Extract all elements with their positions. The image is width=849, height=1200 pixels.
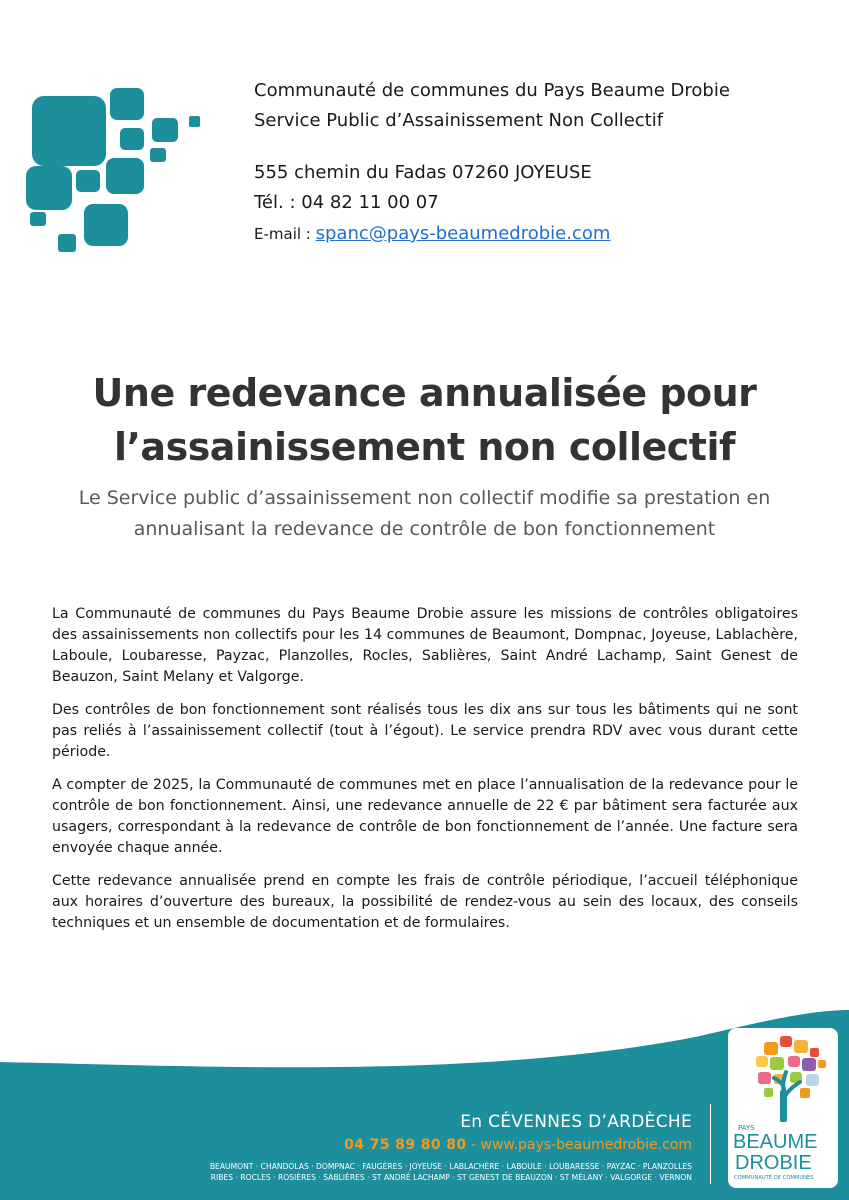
communes-line-2: RIBES · ROCLES · ROSIÈRES · SABLIÈRES · ST ANDRÉ LACHAMP · ST GENEST DE BEAUZON · ST MÉLANY · VALGORGE · VERNON (210, 1173, 692, 1182)
squares-logo-icon (22, 84, 212, 259)
paragraph-2: Des contrôles de bon fonctionnement sont réalisés tous les dix ans sur tous les bâtiments qui ne sont pas reliés à l’assainissement collectif (tout à l’égout). Le service prendra RDV avec vous durant cette période. (52, 702, 798, 760)
phone: Tél. : 04 82 11 00 07 (254, 192, 439, 213)
footer-website-link[interactable]: www.pays-beaumedrobie.com (480, 1137, 692, 1153)
paragraph-3: A compter de 2025, la Communauté de communes met en place l’annualisation de la redevance pour le contrôle de bon fonctionnement. Ainsi, une redevance annuelle de 22 € par bâtiment sera facturée aux usagers, correspondant à la redevance de contrôle de bon fonctionnement de l’année. Une facture sera envoyée chaque année. (52, 777, 798, 856)
body-text (52, 604, 798, 946)
badge-drobie-label: DROBIE (735, 1152, 812, 1174)
organization-name: Communauté de communes du Pays Beaume Drobie (254, 80, 730, 101)
subtitle-line-2: annualisant la redevance de contrôle de bon fonctionnement (133, 518, 716, 540)
page-subtitle (40, 483, 809, 545)
email-row (254, 218, 814, 250)
subtitle-line-1: Le Service public d’assainissement non collectif modifie sa prestation en (78, 487, 771, 509)
pays-beaume-drobie-logo (728, 1028, 838, 1188)
badge-beaume-label: BEAUME (733, 1131, 818, 1153)
badge-cc-label: COMMUNAUTÉ DE COMMUNES (734, 1175, 814, 1181)
footer-separator: - (466, 1137, 481, 1153)
title-line-1: Une redevance annualisée pour (92, 371, 757, 415)
footer-divider (710, 1104, 711, 1184)
page-title (40, 366, 809, 474)
communes-line-1: BEAUMONT · CHANDOLAS · DOMPNAC · FAUGÈRES · JOYEUSE · LABLACHÈRE · LABOULE · LOUBARESSE · PAYZAC · PLANZOLLES (209, 1162, 692, 1171)
title-line-2: l’assainissement non collectif (113, 425, 736, 469)
footer-phone: 04 75 89 80 80 (344, 1137, 467, 1153)
email-label: E-mail : (254, 225, 316, 243)
email-link[interactable]: spanc@pays-beaumedrobie.com (315, 223, 611, 244)
paragraph-4: Cette redevance annualisée prend en compte les frais de contrôle périodique, l’accueil téléphonique aux horaires d’ouverture des bureaux, la possibilité de rendez-vous au sein des locaux, des conseils techniques et un ensemble de documentation et de formulaires. (52, 873, 798, 931)
footer-tagline: En CÉVENNES D’ARDÈCHE (460, 1112, 692, 1132)
contact-header (254, 76, 814, 250)
address: 555 chemin du Fadas 07260 JOYEUSE (254, 162, 592, 183)
tree-logo-icon (728, 1028, 838, 1128)
badge-pays-label: PAYS (738, 1124, 755, 1132)
service-name: Service Public d’Assainissement Non Collectif (254, 110, 664, 131)
footer-communes-list (152, 1161, 692, 1183)
paragraph-1: La Communauté de communes du Pays Beaume Drobie assure les missions de contrôles obligatoires des assainissements non collectifs pour les 14 communes de Beaumont, Dompnac, Joyeuse, Lablachère, Laboule, Loubaresse, Payzac, Planzolles, Rocles, Sablières, Saint André Lachamp, Saint Genest de Beauzon, Saint Melany et Valgorge. (52, 606, 798, 685)
footer-contact (344, 1137, 692, 1153)
